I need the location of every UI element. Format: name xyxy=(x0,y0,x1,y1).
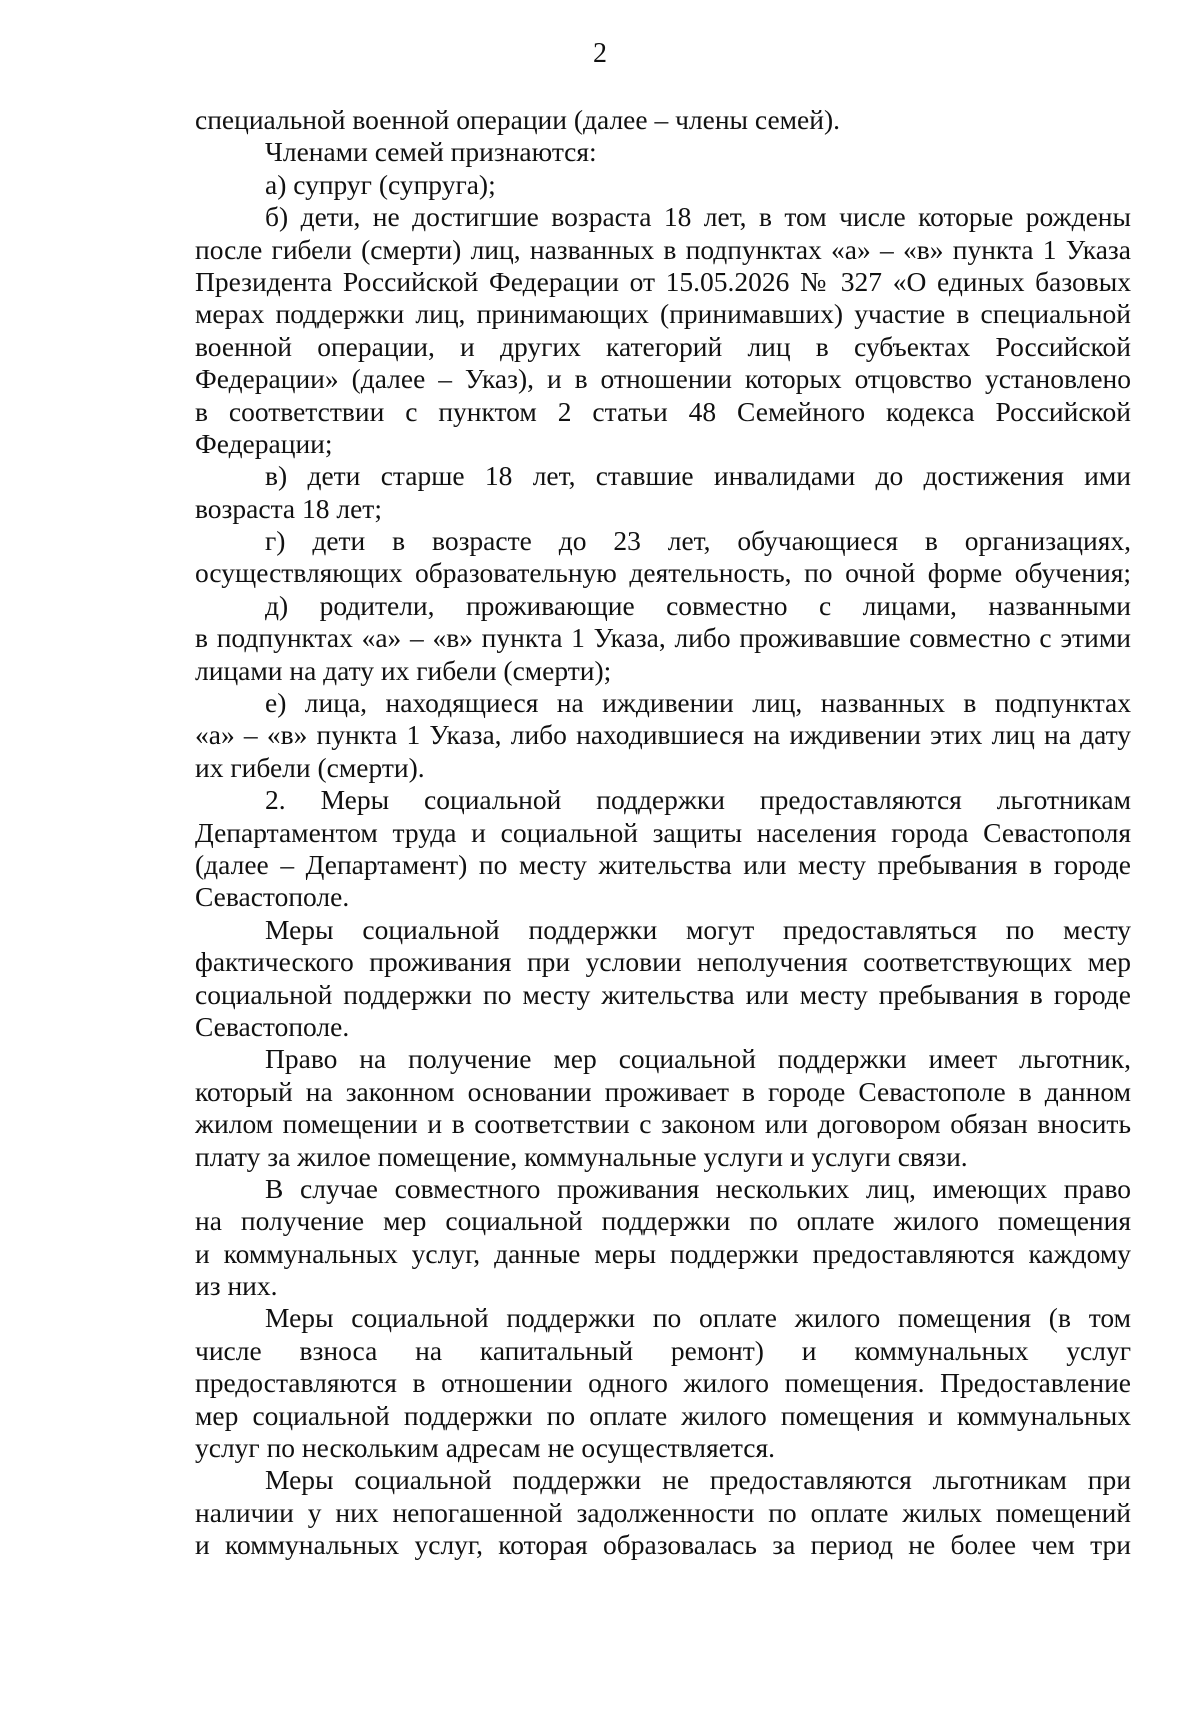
text-line: е) лица, находящиеся на иждивении лиц, названных в подпунктах xyxy=(265,687,1131,719)
text-line: Меры социальной поддержки могут предоставляться по месту xyxy=(265,913,1131,945)
text-line: Севастополе. xyxy=(195,881,350,913)
text-line: специальной военной операции (далее – члены семей). xyxy=(195,104,841,135)
text-line: В случае совместного проживания нескольких лиц, имеющих право xyxy=(265,1172,1131,1204)
text-line: наличии у них непогашенной задолженности по оплате жилых помещений xyxy=(195,1496,1131,1528)
text-line: числе взноса на капитальный ремонт) и коммунальных услуг xyxy=(195,1334,1131,1366)
text-line: а) супруг (супруга); xyxy=(265,168,496,200)
text-line: плату за жилое помещение, коммунальные услуги и услуги связи. xyxy=(195,1140,968,1172)
text-line: мер социальной поддержки по оплате жилого помещения и коммунальных xyxy=(195,1399,1131,1431)
text-line: услуг по нескольким адресам не осуществляется. xyxy=(195,1432,775,1464)
text-line: Федерации» (далее – Указ), и в отношении которых отцовство установлено xyxy=(195,363,1131,395)
text-line: в) дети старше 18 лет, ставшие инвалидами до достижения ими xyxy=(265,460,1131,492)
text-line: в подпунктах «а» – «в» пункта 1 Указа, либо проживавшие совместно с этими xyxy=(195,622,1131,654)
text-line: после гибели (смерти) лиц, названных в подпунктах «а» – «в» пункта 1 Указа xyxy=(195,233,1131,265)
text-line: и коммунальных услуг, которая образовалась за период не более чем три xyxy=(195,1529,1131,1561)
text-line: 2. Меры социальной поддержки предоставляются льготникам xyxy=(265,784,1131,816)
text-line: из них. xyxy=(195,1270,278,1302)
page-number: 2 xyxy=(593,38,607,69)
text-line: д) родители, проживающие совместно с лицами, названными xyxy=(265,589,1131,621)
text-line: Членами семей признаются: xyxy=(265,136,597,168)
text-line: Севастополе. xyxy=(195,1010,350,1042)
text-line: на получение мер социальной поддержки по оплате жилого помещения xyxy=(195,1205,1131,1237)
text-line: Меры социальной поддержки не предоставляются льготникам при xyxy=(265,1464,1131,1496)
text-line: г) дети в возрасте до 23 лет, обучающиеся в организациях, xyxy=(265,525,1131,557)
text-line: социальной поддержки по месту жительства или месту пребывания в городе xyxy=(195,978,1131,1010)
text-line: фактического проживания при условии неполучения соответствующих мер xyxy=(195,946,1131,978)
text-line: жилом помещении и в соответствии с законом или договором обязан вносить xyxy=(195,1108,1131,1140)
text-line: в соответствии с пунктом 2 статьи 48 Семейного кодекса Российской xyxy=(195,395,1131,427)
text-line: «а» – «в» пункта 1 Указа, либо находившиеся на иждивении этих лиц на дату xyxy=(195,719,1131,751)
text-line: который на законном основании проживает в городе Севастополе в данном xyxy=(195,1075,1131,1107)
text-line: возраста 18 лет; xyxy=(195,492,382,524)
text-line: б) дети, не достигшие возраста 18 лет, в том числе которые рождены xyxy=(265,201,1131,233)
text-line: осуществляющих образовательную деятельность, по очной форме обучения; xyxy=(195,557,1131,589)
text-line: Право на получение мер социальной поддержки имеет льготник, xyxy=(265,1043,1131,1075)
text-line: предоставляются в отношении одного жилого помещения. Предоставление xyxy=(195,1367,1131,1399)
text-line: военной операции, и других категорий лиц в субъектах Российской xyxy=(195,330,1131,362)
text-line: и коммунальных услуг, данные меры поддержки предоставляются каждому xyxy=(195,1237,1131,1269)
text-line: Федерации; xyxy=(195,427,333,459)
text-line: Президента Российской Федерации от 15.05.2026 № 327 «О единых базовых xyxy=(195,265,1131,297)
text-line: их гибели (смерти). xyxy=(195,751,425,783)
text-line: Меры социальной поддержки по оплате жилого помещения (в том xyxy=(265,1302,1131,1334)
document-body xyxy=(195,104,1131,1562)
text-line: лицами на дату их гибели (смерти); xyxy=(195,654,612,686)
text-line: Департаментом труда и социальной защиты населения города Севастополя xyxy=(195,816,1131,848)
text-line: мерах поддержки лиц, принимающих (принимавших) участие в специальной xyxy=(195,298,1131,330)
text-line: (далее – Департамент) по месту жительства или месту пребывания в городе xyxy=(195,848,1131,880)
